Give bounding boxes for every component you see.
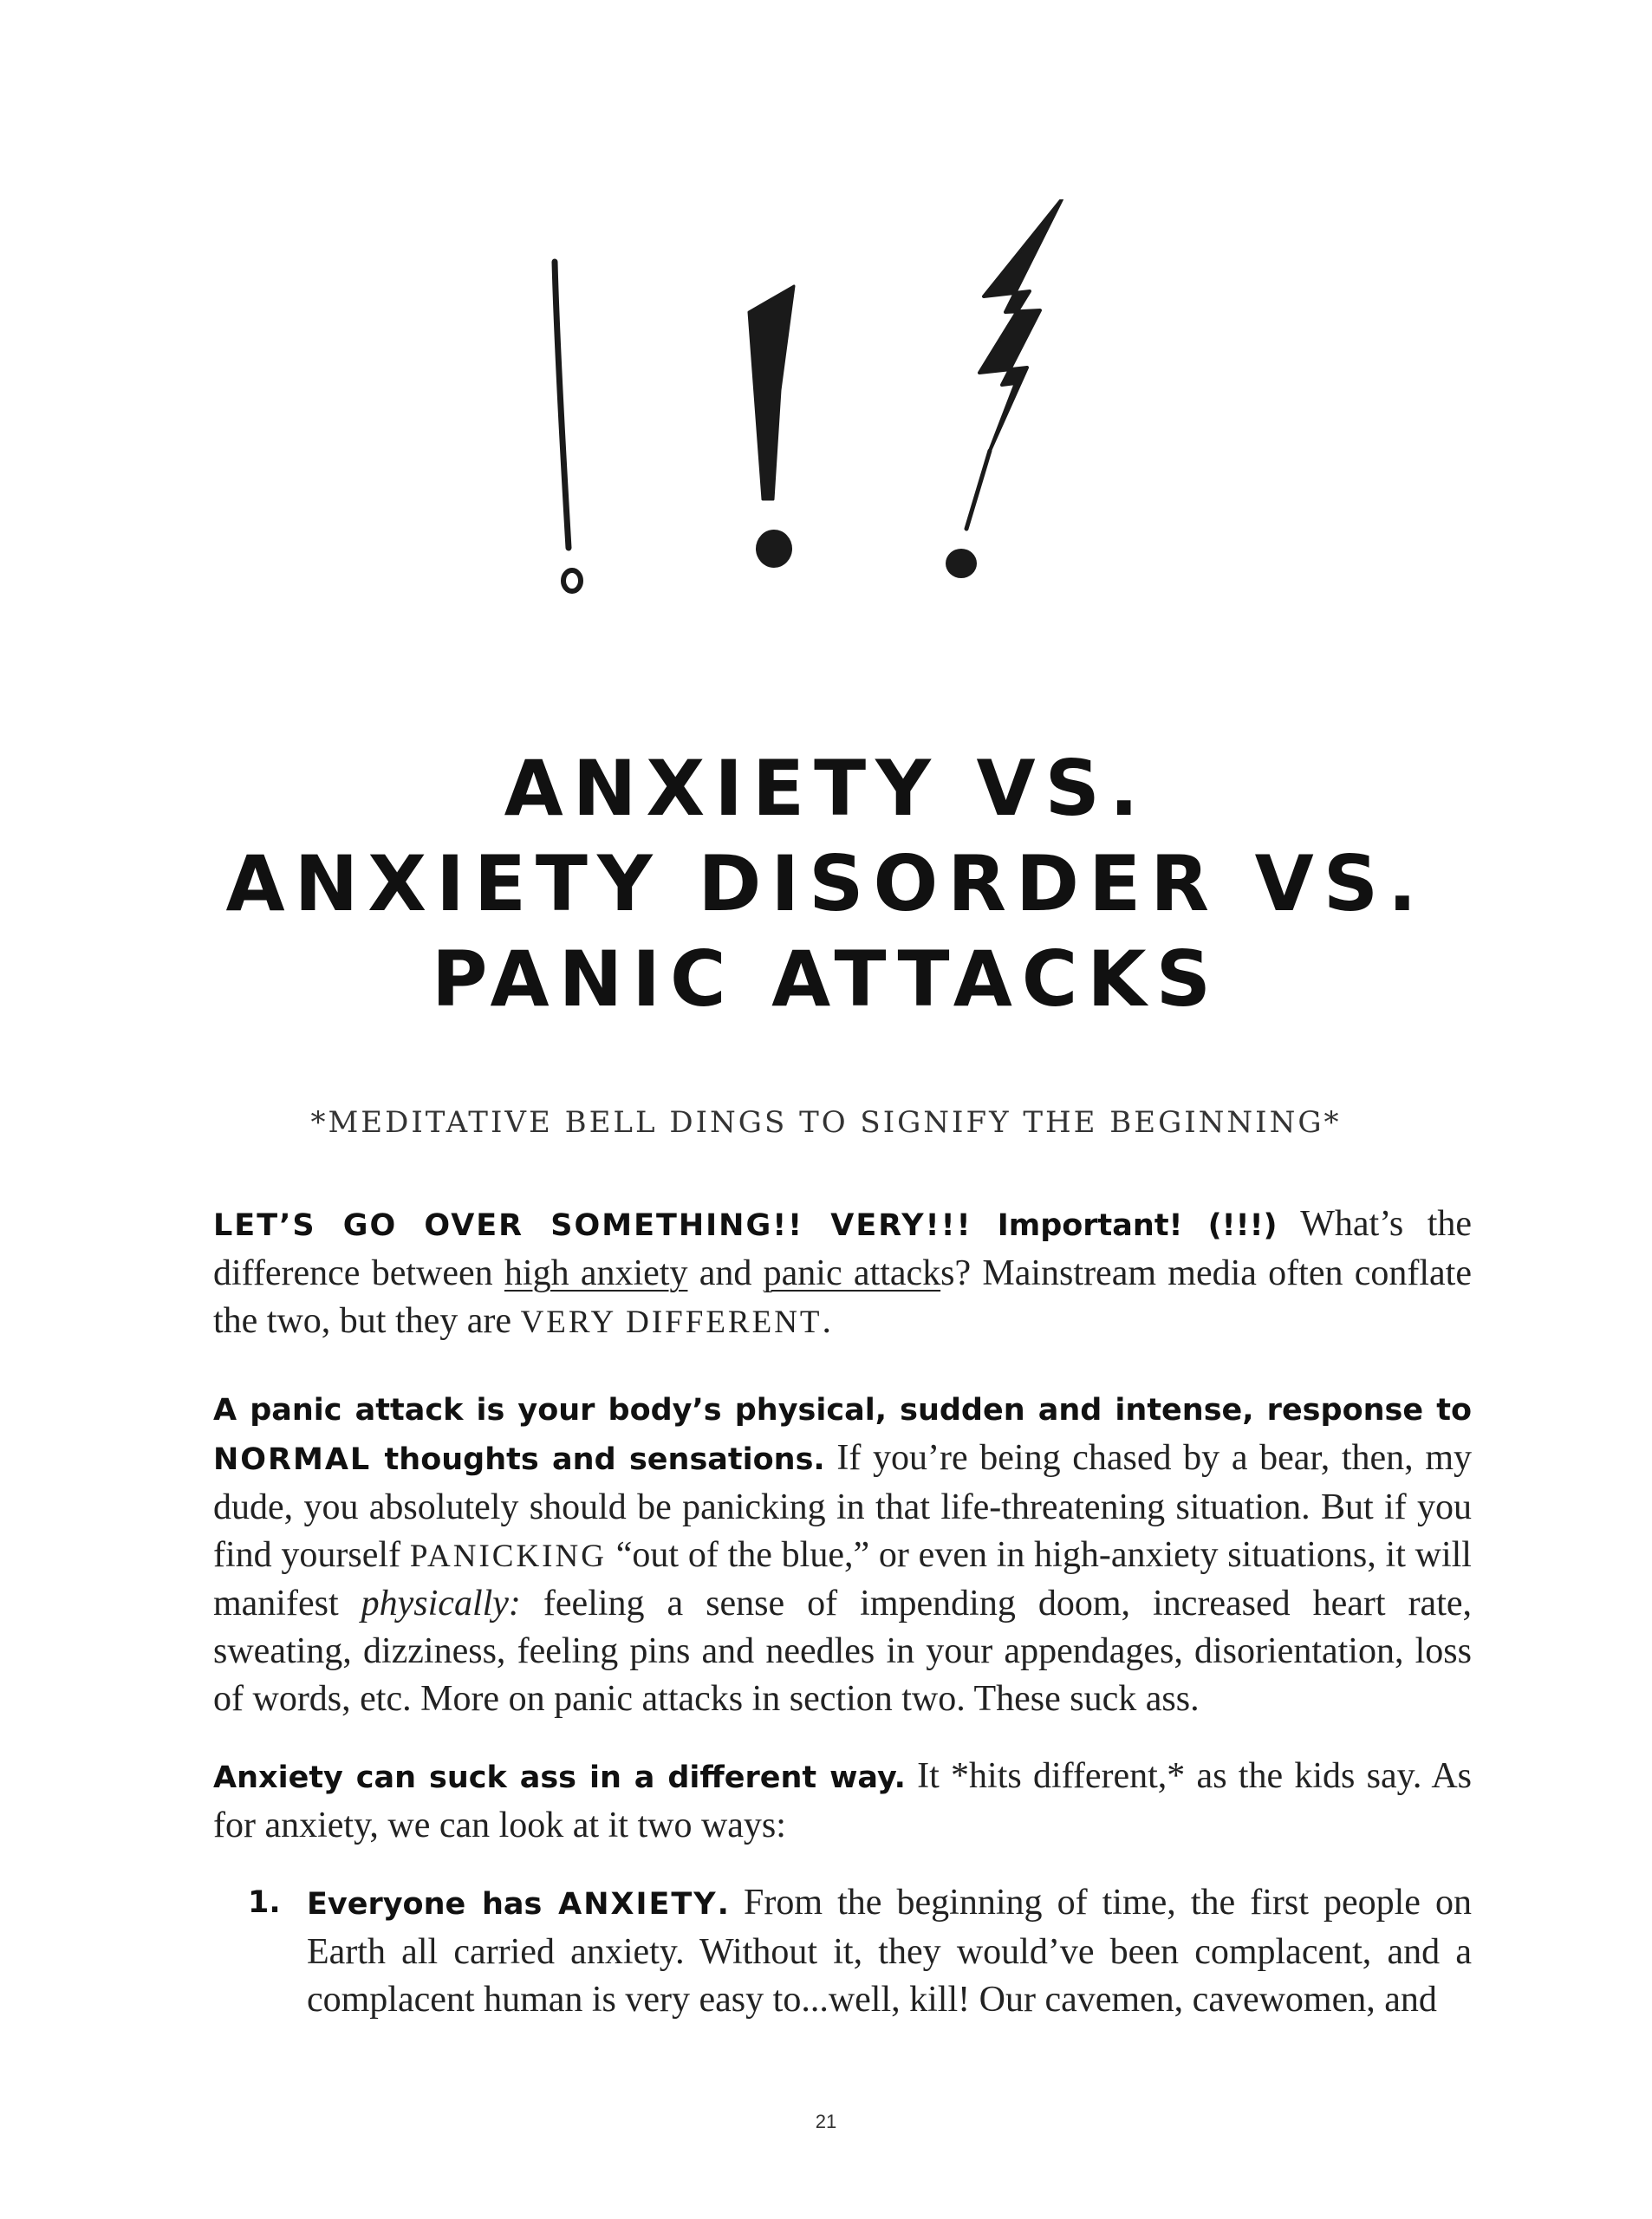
intro-lead: LET’S GO OVER SOMETHING!! VERY!!! Important! (!!!) [213, 1208, 1278, 1243]
list-item-lead: Everyone has ANXIETY. [307, 1887, 729, 1922]
thin-exclamation-icon [555, 262, 581, 591]
lightning-exclamation-icon [946, 199, 1062, 578]
chapter-title [0, 741, 1652, 1027]
intro-paragraph: LET’S GO OVER SOMETHING!! VERY!!! Important! (!!!) What’s the difference between high anxiety and panic attacks? Mainstream media often conflate the two, but they are VERY DIFFERENT. [213, 1204, 1472, 1341]
panic-attack-paragraph: A panic attack is your body’s physical, sudden and intense, response to NORMAL thoughts and sensations. If you’re being chased by a bear, then, my dude, you absolutely should be panicking in that life-threatening situation. But if you find yourself PANICKING “out of the blue,” or even in high-anxiety situations, it will manifest physically: feeling a sense of impending doom, increased heart rate, sweating, dizziness, feeling pins and needles in your appendages, disorientation, loss of words, etc. More on panic attacks in section two. These suck ass. [213, 1393, 1473, 1719]
punctuation-illustration [520, 199, 1196, 607]
panic-attack-lead: A panic attack is your body’s physical, sudden and intense, response to NORMAL thoughts and sensations. [213, 1393, 1472, 1477]
chapter-title-line-2: ANXIETY DISORDER VS. [225, 839, 1427, 928]
chapter-title-line-3: PANIC ATTACKS [432, 934, 1220, 1024]
chapter-subtitle: *MEDITATIVE BELL DINGS TO SIGNIFY THE BEGINNING* [310, 1105, 1342, 1140]
list-item: 1. Everyone has ANXIETY. From the beginning of time, the first people on Earth all carried anxiety. Without it, they would’ve been complacent, and a complacent human is very easy to...well, kill! Our cavemen, cavewomen, and [213, 1879, 1472, 2024]
chapter-title-line-1: ANXIETY VS. [504, 744, 1148, 833]
underlined-term-panic-attack: panic attack [763, 1253, 941, 1293]
body-text [213, 1201, 1472, 2024]
anxiety-lead: Anxiety can suck ass in a different way. [213, 1760, 906, 1795]
bold-exclamation-icon [749, 286, 794, 568]
anxiety-paragraph: Anxiety can suck ass in a different way. It *hits different,* as the kids say. As for anxiety, we can look at it two ways: [213, 1756, 1472, 1845]
underlined-term-high-anxiety: high anxiety [504, 1253, 688, 1293]
list-number: 1. [248, 1885, 281, 1920]
page-number: 21 [815, 2111, 837, 2132]
numbered-list [213, 1879, 1472, 2024]
